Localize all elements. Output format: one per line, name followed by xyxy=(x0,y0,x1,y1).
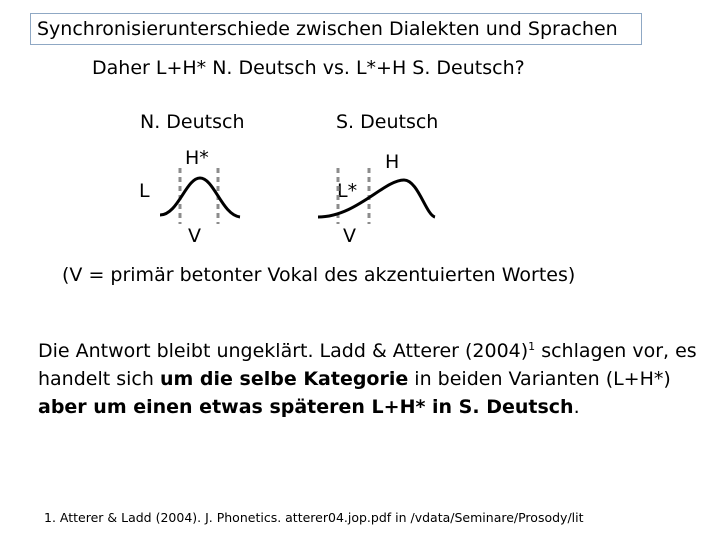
paragraph-bold-1: um die selbe Kategorie xyxy=(159,368,409,390)
vowel-explanation: (V = primär betonter Vokal des akzentuierten Wortes) xyxy=(62,264,576,286)
south-german-diagram xyxy=(318,111,438,247)
north-low-label: L xyxy=(139,180,150,202)
slide-title-text: Synchronisierunterschiede zwischen Dialekten und Sprachen xyxy=(37,18,618,40)
conclusion-paragraph xyxy=(38,337,698,421)
south-pitch-contour xyxy=(318,180,435,217)
footnote: 1. Atterer & Ladd (2004). J. Phonetics. atterer04.jop.pdf in /vdata/Seminare/Prosody/lit xyxy=(44,510,584,525)
slide-subtitle: Daher L+H* N. Deutsch vs. L*+H S. Deutsch? xyxy=(92,57,525,79)
south-vowel-label: V xyxy=(343,225,356,247)
paragraph-text-2: schlagen vor, es handelt sich xyxy=(38,340,697,390)
north-high-label: H* xyxy=(185,147,209,169)
paragraph-text-1: Die Antwort bleibt ungeklärt. Ladd & Atterer (2004) xyxy=(38,340,529,362)
south-low-label: L* xyxy=(337,180,358,202)
paragraph-text-4: . xyxy=(573,396,580,418)
paragraph-text-3: in beiden Varianten (L+H*) xyxy=(408,368,671,390)
south-heading: S. Deutsch xyxy=(336,111,439,133)
north-german-diagram xyxy=(139,111,245,247)
slide-title xyxy=(30,13,642,45)
pitch-accent-diagram xyxy=(0,100,720,260)
paragraph-bold-2: aber um einen etwas späteren L+H* in S. Deutsch xyxy=(38,396,574,418)
north-vowel-label: V xyxy=(188,225,201,247)
footnote-marker: 1 xyxy=(528,340,536,353)
north-heading: N. Deutsch xyxy=(140,111,245,133)
north-pitch-contour xyxy=(160,178,240,217)
south-high-label: H xyxy=(385,151,400,173)
